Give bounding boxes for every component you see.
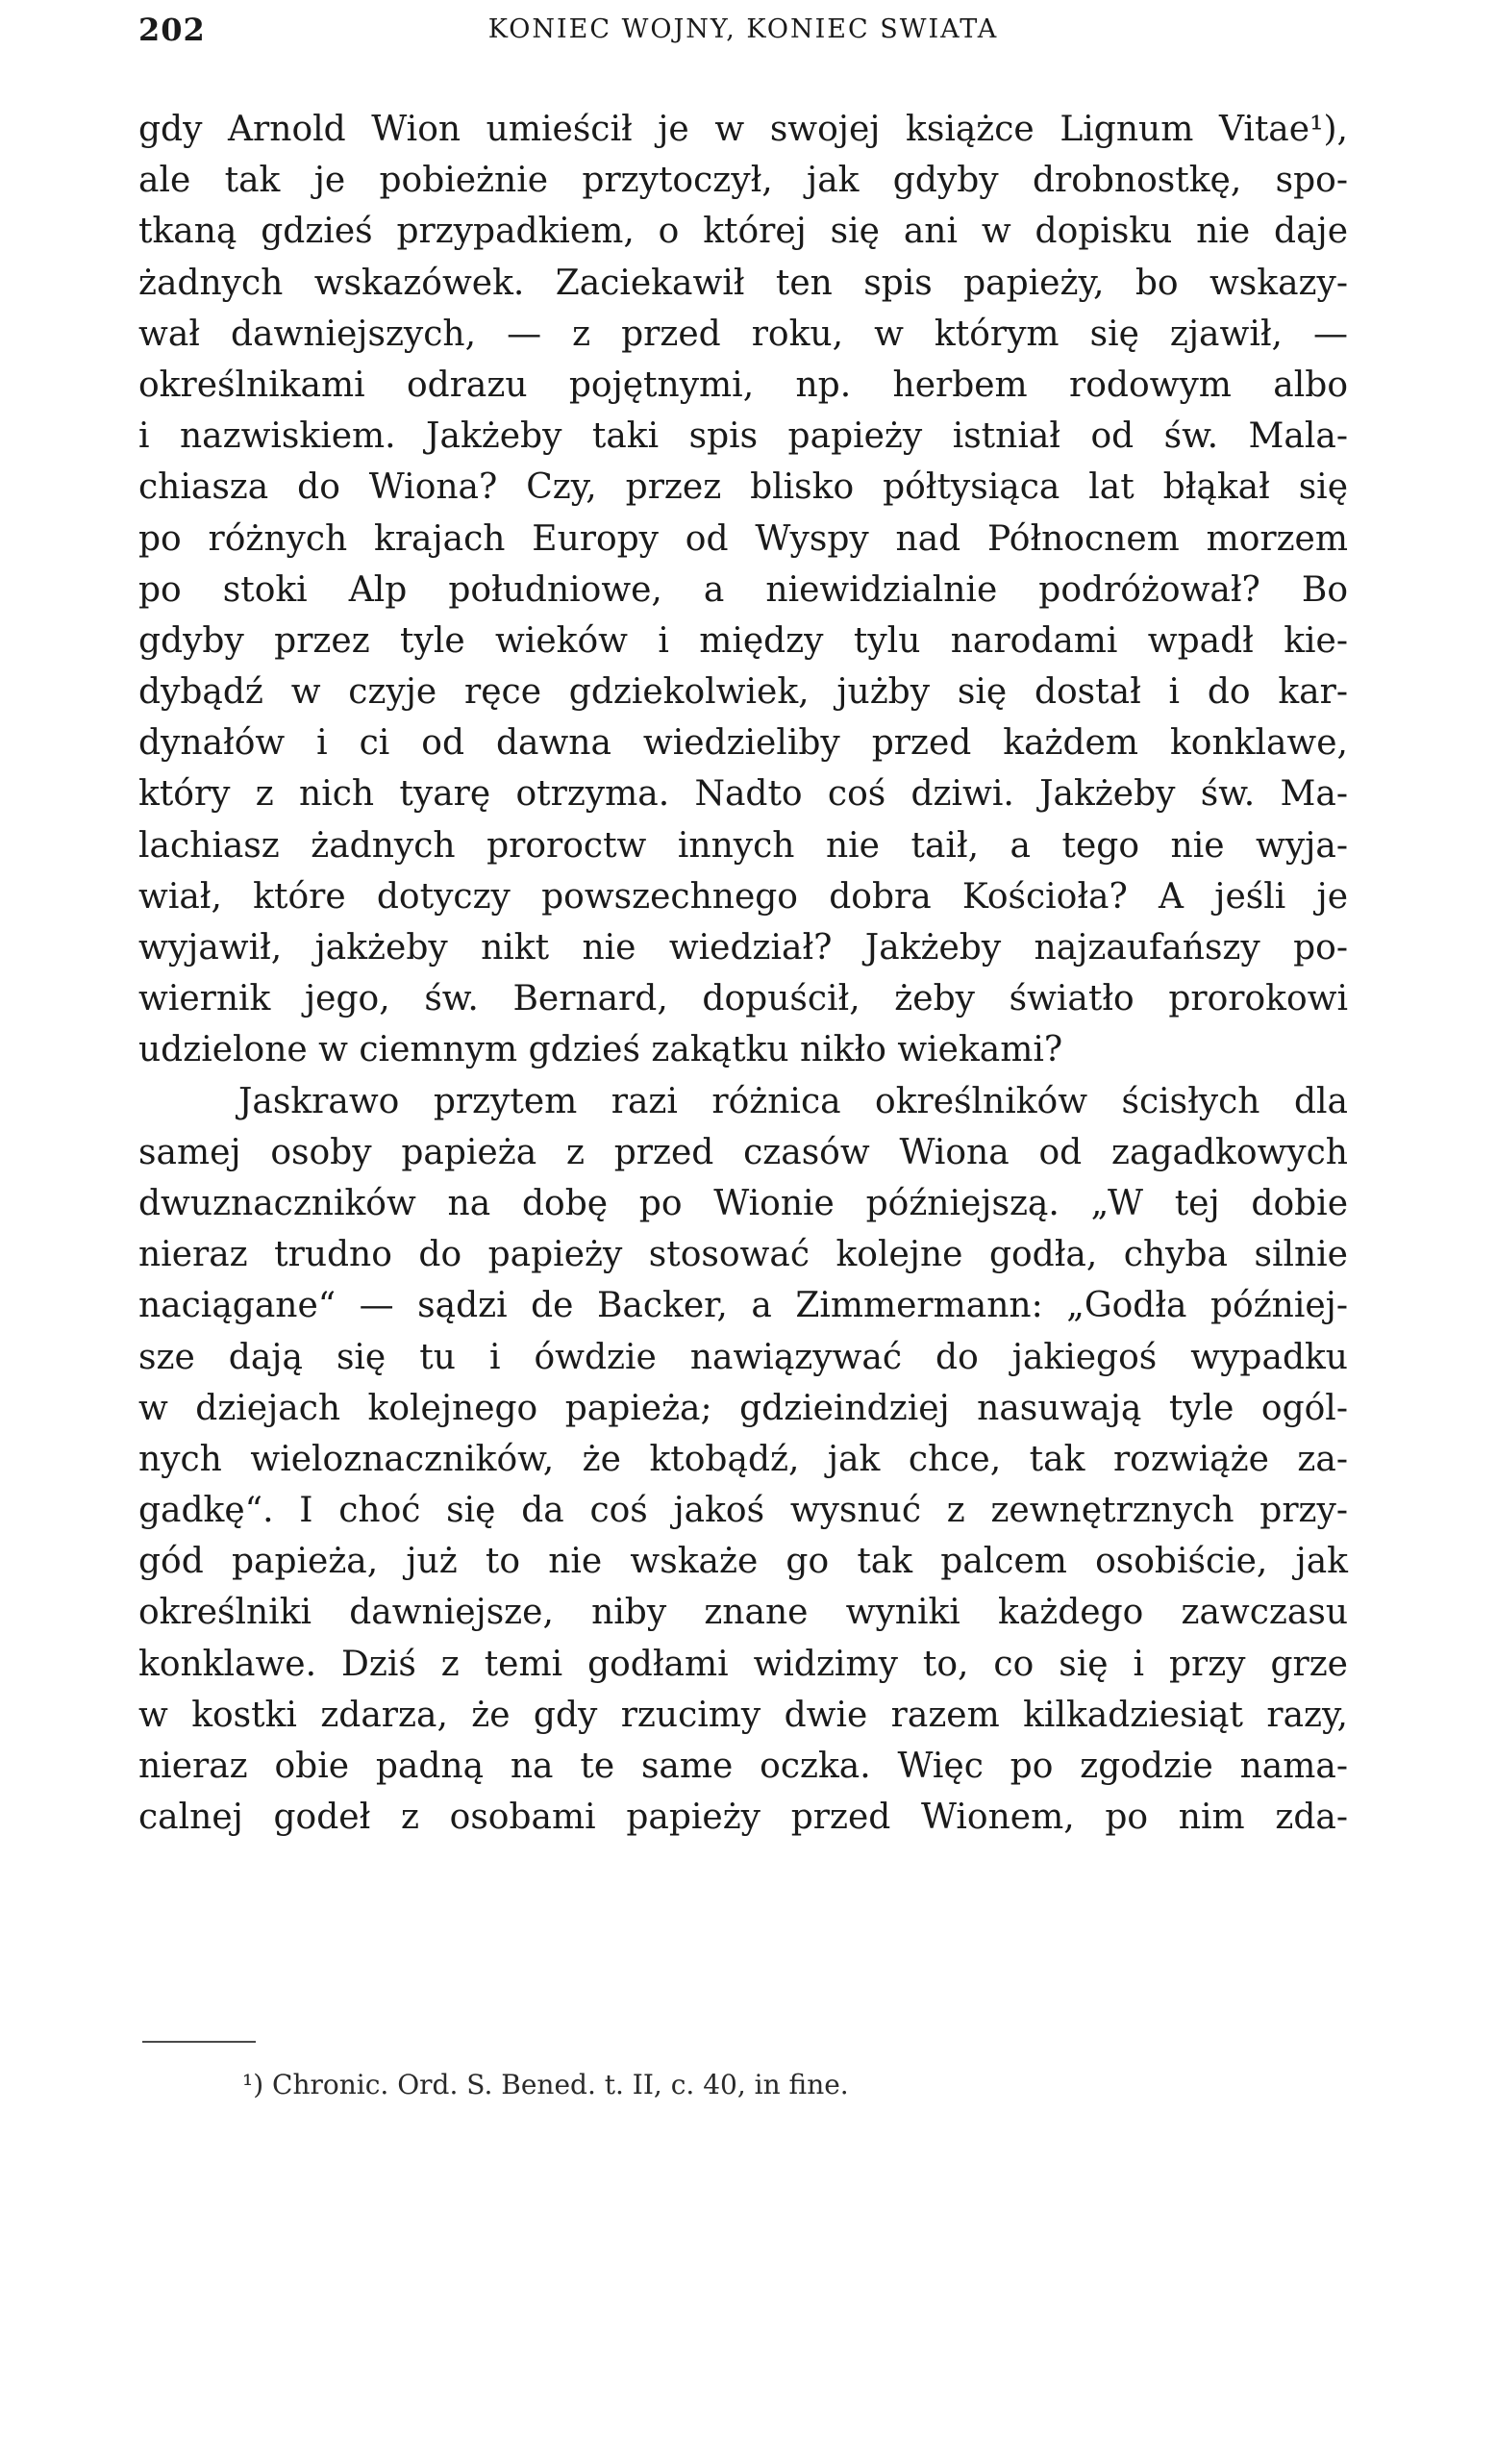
text-line: wiernik jego, św. Bernard, dopuścił, żeby światło prorokowi (138, 979, 1348, 1019)
text-line: calnej godeł z osobami papieży przed Wionem, po nim zda- (138, 1798, 1348, 1838)
page-header (138, 12, 1348, 50)
text-line: udzielone w ciemnym gdzieś zakątku nikło wiekami? (138, 1030, 1063, 1070)
page-number: 202 (138, 12, 206, 48)
text-line: gdyby przez tyle wieków i między tylu narodami wpadł kie- (138, 620, 1348, 661)
text-line: który z nich tyarę otrzyma. Nadto coś dziwi. Jakżeby św. Ma- (138, 774, 1348, 815)
running-head: KONIEC WOJNY, KONIEC SWIATA (487, 14, 999, 44)
text-line: gadkę“. I choć się da coś jakoś wysnuć z zewnętrznych przy- (138, 1491, 1348, 1531)
text-line: po stoki Alp południowe, a niewidzialnie podróżował? Bo (138, 569, 1348, 610)
footnote-divider (142, 2041, 256, 2043)
text-line: sze dają się tu i ówdzie nawiązywać do jakiegoś wypadku (138, 1337, 1348, 1377)
text-line: dwuznaczników na dobę po Wionie późniejszą. „W tej dobie (138, 1183, 1348, 1223)
text-line: nieraz obie padną na te same oczka. Więc po zgodzie nama- (138, 1747, 1348, 1786)
text-line: nych wieloznaczników, że ktobądź, jak chce, tak rozwiąże za- (138, 1439, 1348, 1479)
text-line: w kostki zdarza, że gdy rzucimy dwie razem kilkadziesiąt razy, (138, 1695, 1348, 1735)
text-line: tkaną gdzieś przypadkiem, o której się ani w dopisku nie daje (138, 212, 1348, 252)
text-line: po różnych krajach Europy od Wyspy nad Północnem morzem (138, 518, 1348, 559)
text-line: konklawe. Dziś z temi godłami widzimy to, co się i przy grze (138, 1644, 1348, 1684)
text-line: lachiasz żadnych proroctw innych nie taił, a tego nie wyja- (138, 825, 1348, 866)
text-line: wiał, które dotyczy powszechnego dobra Kościoła? A jeśli je (138, 876, 1348, 917)
text-line: wał dawniejszych, — z przed roku, w którym się zjawił, — (138, 314, 1348, 354)
body-text (138, 104, 1348, 1843)
text-line: gód papieża, już to nie wskaże go tak palcem osobiście, jak (138, 1542, 1348, 1582)
text-line: dynałów i ci od dawna wiedzieliby przed każdem konklawe, (138, 723, 1348, 764)
text-line: nieraz trudno do papieży stosować kolejne godła, chyba silnie (138, 1235, 1348, 1275)
text-line: wyjawił, jakżeby nikt nie wiedział? Jakżeby najzaufańszy po- (138, 928, 1348, 968)
text-line: samej osoby papieża z przed czasów Wiona od zagadkowych (138, 1132, 1348, 1172)
text-line: naciągane“ — sądzi de Backer, a Zimmermann: „Godła później- (138, 1286, 1348, 1326)
text-line: dybądź w czyje ręce gdziekolwiek, jużby się dostał i do kar- (138, 672, 1348, 713)
text-line: określnikami odrazu pojętnymi, np. herbem rodowym albo (138, 365, 1348, 405)
text-line: Jaskrawo przytem razi różnica określników ścisłych dla (238, 1081, 1348, 1121)
text-line: gdy Arnold Wion umieścił je w swojej książce Lignum Vitae¹), (138, 110, 1348, 149)
text-line: określniki dawniejsze, niby znane wyniki każdego zawczasu (138, 1593, 1348, 1633)
text-line: w dziejach kolejnego papieża; gdzieindziej nasuwają tyle ogól- (138, 1388, 1348, 1428)
text-line: chiasza do Wiona? Czy, przez blisko półtysiąca lat błąkał się (138, 467, 1348, 508)
footnote: ¹) Chronic. Ord. S. Bened. t. II, c. 40, in fine. (242, 2069, 849, 2100)
text-line: ale tak je pobieżnie przytoczył, jak gdyby drobnostkę, spo- (138, 161, 1348, 201)
text-line: żadnych wskazówek. Zaciekawił ten spis papieży, bo wskazy- (138, 263, 1348, 303)
text-line: i nazwiskiem. Jakżeby taki spis papieży istniał od św. Mala- (138, 416, 1348, 457)
